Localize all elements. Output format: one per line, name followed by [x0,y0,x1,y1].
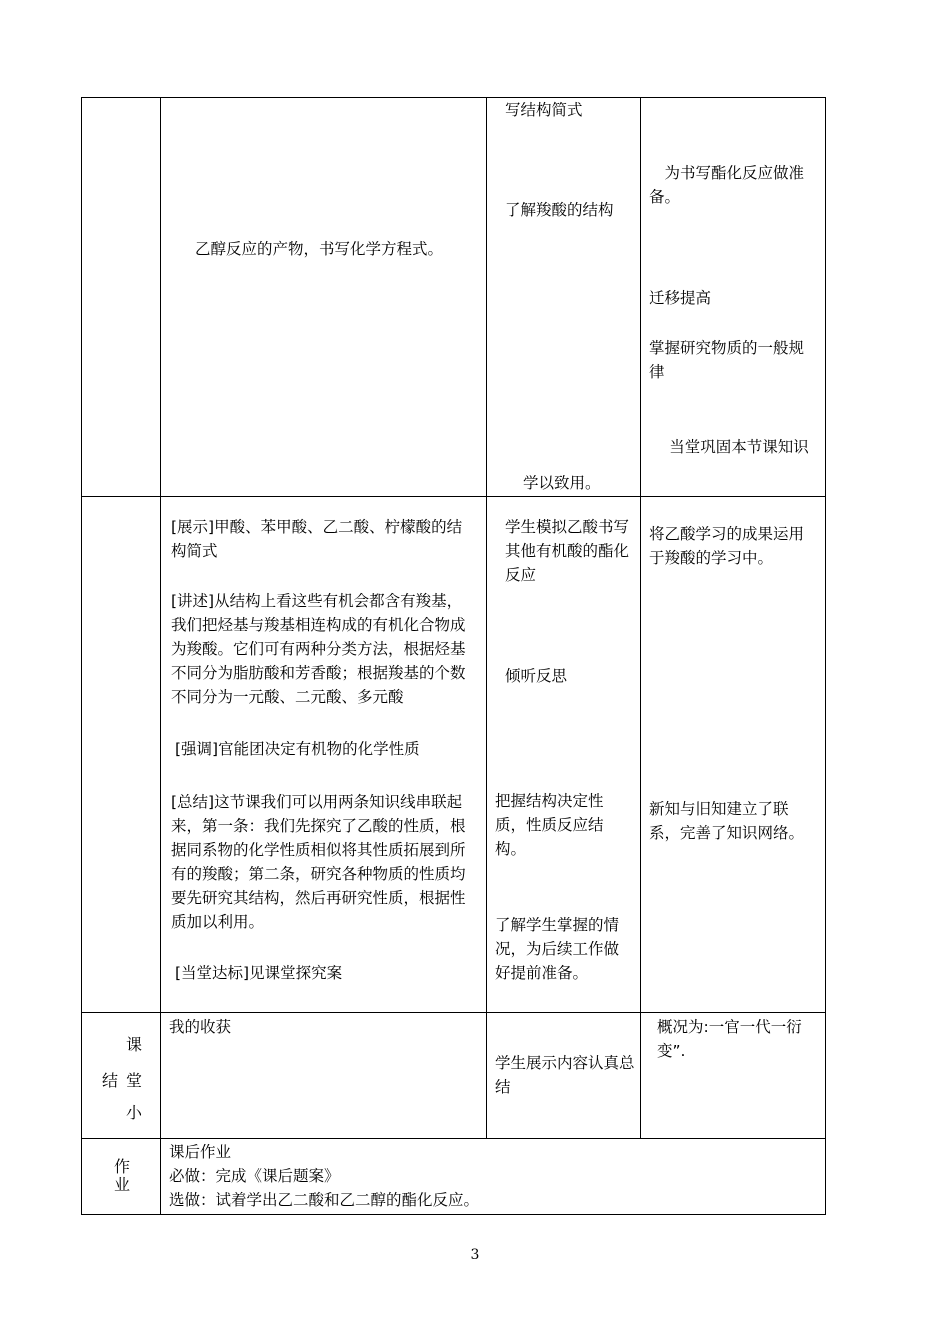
text-block: 我的收获 [169,1018,232,1036]
homework-cell [161,1139,826,1215]
text-block: 了解羧酸的结构 [505,201,614,219]
row-label-cell [82,98,161,497]
row-label-cell [82,1139,161,1215]
text-block: 了解学生掌握的情况，为后续工作做好提前准备。 [495,916,620,982]
text-block: [当堂达标]见课堂探究案 [175,964,343,982]
student-activity-cell [487,98,641,497]
section-label-char: 课 [126,1035,143,1054]
text-block: 当堂巩固本节课知识 [669,438,809,456]
teacher-activity-cell [161,497,487,1013]
design-intent-cell [641,497,826,1013]
section-label-char: 堂 [126,1071,143,1090]
table-row [82,98,826,497]
text-block: 必做：完成《课后题案》 [169,1167,340,1185]
table-row [82,497,826,1013]
text-block: 为书写酯化反应做准备。 [649,164,805,206]
design-intent-cell [641,1013,826,1139]
section-label-char: 结 [102,1071,119,1090]
text-block: 把握结构决定性质，性质反应结构。 [495,792,604,858]
text-block: 概况为:一官一代一衍变”. [657,1018,802,1060]
text-block: [讲述]从结构上看这些有机会都含有羧基，我们把烃基与羧基相连构成的有机化合物成为羧酸。它们可有两种分类方法，根据烃基不同分为脂肪酸和芳香酸；根据羧基的个数不同分为一元酸、二元酸、多元酸 [171,592,466,706]
lesson-plan-table [81,97,826,1215]
teacher-activity-cell [161,98,487,497]
text-block: 学生展示内容认真总结 [495,1054,635,1096]
text-block: 掌握研究物质的一般规律 [649,339,805,381]
text-block: 写结构简式 [505,101,583,119]
text-block: 倾听反思 [505,667,568,685]
page-number: 3 [470,1247,480,1263]
text-block: 选做：试着学出乙二酸和乙二醇的酯化反应。 [169,1191,480,1209]
student-activity-cell [487,497,641,1013]
section-label-char: 业 [114,1175,131,1194]
text-block: 迁移提高 [649,289,712,307]
table-row [82,1013,826,1139]
text-block: [强调]官能团决定有机物的化学性质 [175,740,420,758]
section-label-char: 作 [114,1157,131,1176]
table-row [82,1139,826,1215]
text-block: 课后作业 [169,1143,232,1161]
row-label-cell [82,1013,161,1139]
text-block: 乙醇反应的产物，书写化学方程式。 [195,240,444,258]
section-label-char: 小 [126,1103,143,1122]
text-block: 学生模拟乙酸书写其他有机酸的酯化反应 [505,518,630,584]
text-block: 学以致用。 [523,474,601,492]
student-activity-cell [487,1013,641,1139]
text-block: [展示]甲酸、苯甲酸、乙二酸、柠檬酸的结构简式 [171,518,463,560]
text-block: 将乙酸学习的成果运用于羧酸的学习中。 [649,525,805,567]
teacher-activity-cell [161,1013,487,1139]
text-block: [总结]这节课我们可以用两条知识线串联起来，第一条：我们先探究了乙酸的性质，根据同系物的化学性质相似将其性质拓展到所有的羧酸；第二条，研究各种物质的性质均要先研究其结构，然后再研究性质，根据性质加以利用。 [171,793,466,931]
design-intent-cell [641,98,826,497]
row-label-cell [82,497,161,1013]
text-block: 新知与旧知建立了联系，完善了知识网络。 [649,800,805,842]
